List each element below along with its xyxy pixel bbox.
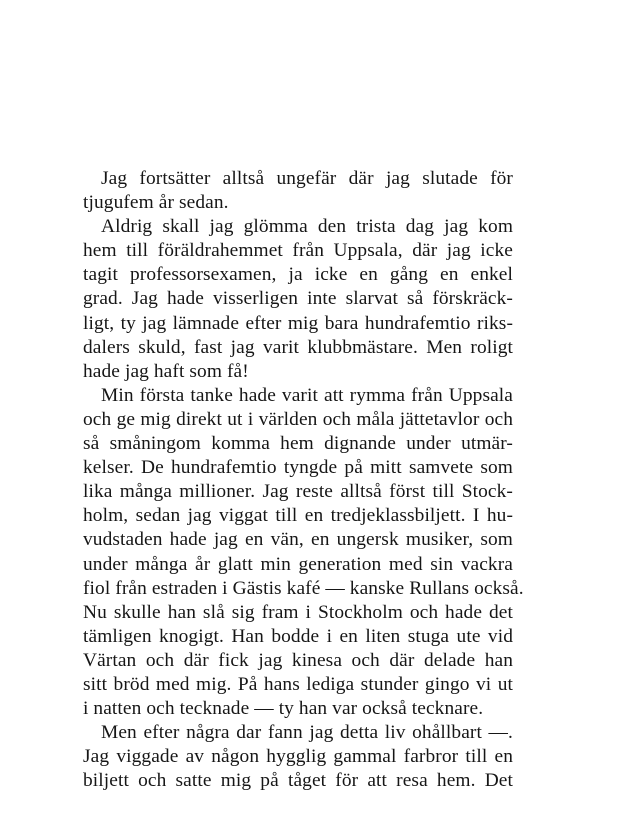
text-line: grad. Jag hade visserligen inte slarvat så förskräck- — [83, 288, 513, 310]
text-line: tjugufem år sedan. — [83, 192, 229, 214]
text-line: hade jag haft som få! — [83, 360, 249, 382]
text-line: Jag viggade av någon hygglig gammal farbror till en — [83, 746, 513, 768]
text-line: och ge mig direkt ut i världen och måla jättetavlor och — [83, 408, 513, 430]
text-line: lika många millioner. Jag reste alltså först till Stock- — [83, 481, 513, 503]
text-line: ligt, ty jag lämnade efter mig bara hundrafemtio riks- — [83, 312, 513, 334]
text-line: kelser. De hundrafemtio tyngde på mitt samvete som — [83, 457, 513, 479]
text-line: vudstaden hade jag en vän, en ungersk musiker, som — [83, 529, 513, 551]
text-line: sitt bröd med mig. På hans lediga stunder gingo vi ut — [83, 673, 513, 695]
text-line: så småningom komma hem dignande under utmär- — [83, 433, 513, 455]
text-line: Men efter några dar fann jag detta liv ohållbart —. — [101, 722, 513, 744]
text-line: Min första tanke hade varit att rymma från Uppsala — [101, 384, 513, 406]
text-line: Nu skulle han slå sig fram i Stockholm och hade det — [83, 601, 513, 623]
text-line: tämligen knogigt. Han bodde i en liten stuga ute vid — [83, 625, 513, 647]
text-line: Aldrig skall jag glömma den trista dag jag kom — [101, 216, 513, 238]
text-line: Värtan och där fick jag kinesa och där delade han — [83, 649, 513, 671]
body-text — [83, 167, 524, 793]
text-line: holm, sedan jag viggat till en tredjeklassbiljett. I hu- — [83, 505, 513, 527]
text-line: under många år glatt min generation med sin vackra — [83, 553, 513, 575]
text-line: tagit professorsexamen, ja icke en gång en enkel — [83, 264, 513, 286]
text-line: dalers skuld, fast jag varit klubbmästare. Men roligt — [83, 336, 513, 358]
text-line: fiol från estraden i Gästis kafé — kanske Rullans också. — [83, 577, 524, 599]
text-line: Jag fortsätter alltså ungefär där jag slutade för — [101, 168, 513, 189]
text-line: biljett och satte mig på tåget för att resa hem. Det — [83, 770, 513, 792]
text-line: hem till föräldrahemmet från Uppsala, där jag icke — [83, 240, 513, 262]
text-line: i natten och tecknade — ty han var också tecknare. — [83, 698, 484, 720]
